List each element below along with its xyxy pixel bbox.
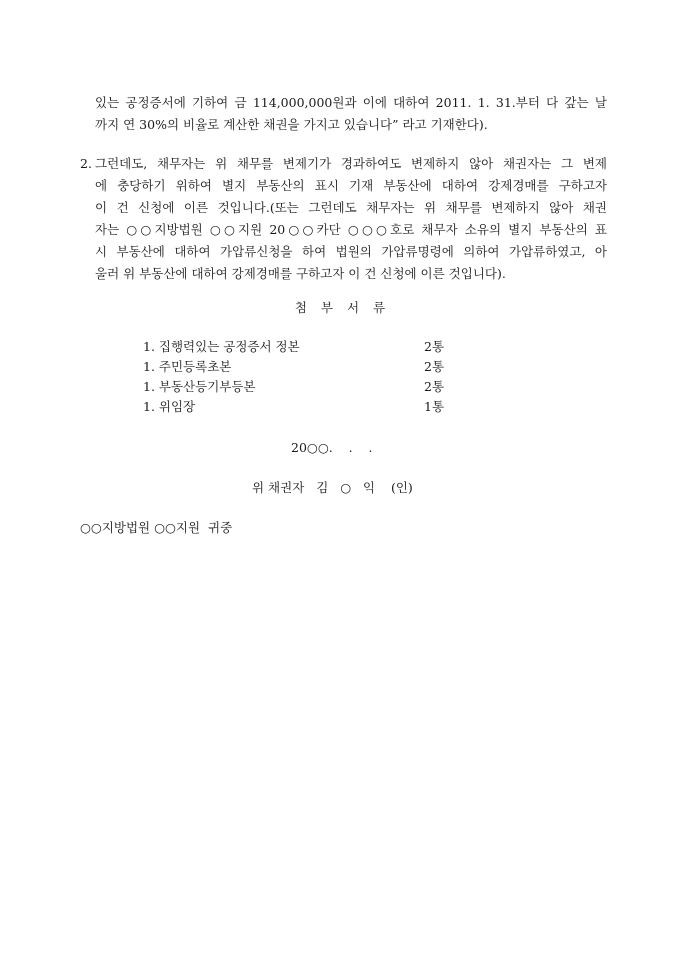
paragraph2-line-1: 그런데도, 채무자는 위 채무를 변제기가 경과하여도 변제하지 않아 채권자는 그 변제 (95, 156, 607, 171)
paragraph2-line-6: 울러 위 부동산에 대하여 강제경매를 구하고자 이 건 신청에 이른 것입니다). (95, 266, 506, 281)
paragraph2-line-3: 이 건 신청에 이른 것입니다.(또는 그런데도 채무자는 위 채무를 변제하지 않아 채권 (95, 200, 607, 215)
paragraph2-line-2: 에 충당하기 위하여 별지 부동산의 표시 기재 부동산에 대하여 강제경매를 구하고자 (95, 178, 607, 193)
attachment-item-label: 1. 집행력있는 공정증서 정본 (143, 339, 300, 354)
paragraph2-line-5: 시 부동산에 대하여 가압류신청을 하여 법원의 가압류명령에 의하여 가압류하였고, 아 (95, 244, 607, 259)
attachment-item-count: 2통 (424, 359, 445, 374)
attachment-item-label: 1. 주민등록초본 (143, 359, 232, 374)
creditor-signature: 위 채권자 김 ○ 익 (인) (252, 480, 413, 495)
attachment-item-count: 2통 (424, 339, 445, 354)
attachment-item-label: 1. 부동산등기부등본 (143, 379, 256, 394)
attachment-item-label: 1. 위임장 (143, 399, 196, 414)
paragraph1-line-1: 있는 공정증서에 기하여 금 114,000,000원과 이에 대하여 2011. 1. 31.부터 다 갚는 날 (95, 95, 607, 110)
paragraph2-line-4: 자는 ○○지방법원 ○○지원 20○○카단 ○○○호로 채무자 소유의 별지 부동산의 표 (95, 222, 607, 237)
paragraph2-number: 2. (80, 156, 92, 171)
attachment-item-count: 1통 (424, 399, 445, 414)
attachment-item-count: 2통 (424, 379, 445, 394)
paragraph1-line-2: 까지 연 30%의 비율로 계산한 채권을 가지고 있습니다” 라고 기재한다). (95, 117, 488, 132)
court-addressee: ○○지방법원 ○○지원 귀중 (80, 520, 233, 535)
attachments-heading: 첨 부 서 류 (294, 300, 386, 315)
document-date: 20○○. . . (291, 440, 373, 455)
